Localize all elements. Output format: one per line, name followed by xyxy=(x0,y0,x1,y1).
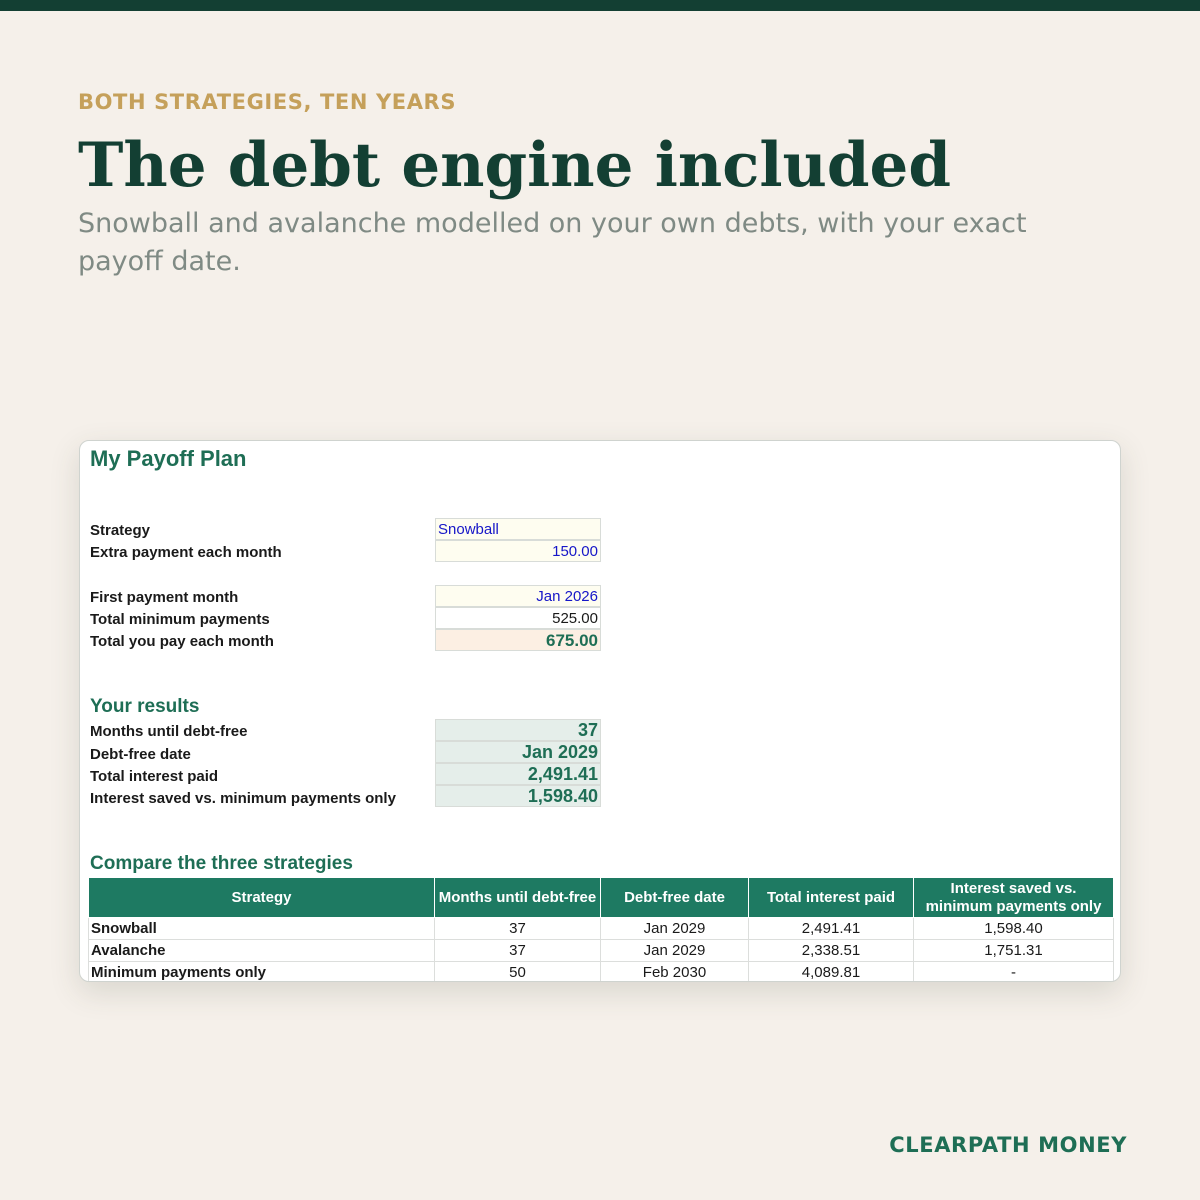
table-header-row xyxy=(89,878,1114,918)
headline: The debt engine included xyxy=(78,130,952,201)
strategy-select[interactable]: Snowball xyxy=(435,518,601,540)
table-row xyxy=(89,940,1114,962)
table-cell: 1,751.31 xyxy=(914,940,1114,962)
comparison-table xyxy=(88,877,1114,982)
table-row xyxy=(89,918,1114,940)
table-cell: 37 xyxy=(435,918,601,940)
results-title: Your results xyxy=(90,696,200,717)
table-cell: Snowball xyxy=(89,918,435,940)
debt-free-date-label: Debt-free date xyxy=(90,746,191,763)
total-interest-paid-label: Total interest paid xyxy=(90,768,219,785)
table-cell: 2,491.41 xyxy=(749,918,914,940)
column-header: Total interest paid xyxy=(749,878,914,918)
debt-free-date-value: Jan 2029 xyxy=(435,741,601,763)
brand-wordmark: CLEARPATH MONEY xyxy=(889,1133,1127,1157)
column-header: Strategy xyxy=(89,878,435,918)
total-pay-each-month-value: 675.00 xyxy=(435,629,601,651)
table-cell: Avalanche xyxy=(89,940,435,962)
table-cell: 4,089.81 xyxy=(749,962,914,983)
extra-payment-label: Extra payment each month xyxy=(90,544,282,561)
table-cell: 2,338.51 xyxy=(749,940,914,962)
table-cell: 1,598.40 xyxy=(914,918,1114,940)
table-cell: Jan 2029 xyxy=(601,918,749,940)
subheadline: Snowball and avalanche modelled on your own debts, with your exact payoff date. xyxy=(78,208,1027,277)
table-row xyxy=(89,962,1114,983)
first-payment-month-label: First payment month xyxy=(90,589,239,606)
table-cell: Minimum payments only xyxy=(89,962,435,983)
months-until-debt-free-label: Months until debt-free xyxy=(90,723,248,740)
total-pay-each-month-label: Total you pay each month xyxy=(90,633,274,650)
strategy-label: Strategy xyxy=(90,522,151,539)
months-until-debt-free-value: 37 xyxy=(435,719,601,741)
column-header: Months until debt-free xyxy=(435,878,601,918)
sheet-title: My Payoff Plan xyxy=(90,446,247,471)
compare-title: Compare the three strategies xyxy=(90,853,353,874)
table-cell: Jan 2029 xyxy=(601,940,749,962)
eyebrow-text: BOTH STRATEGIES, TEN YEARS xyxy=(78,90,457,114)
table-cell: 50 xyxy=(435,962,601,983)
interest-saved-value: 1,598.40 xyxy=(435,785,601,807)
table-cell: Feb 2030 xyxy=(601,962,749,983)
column-header: Debt-free date xyxy=(601,878,749,918)
table-cell: - xyxy=(914,962,1114,983)
column-header: Interest saved vs. minimum payments only xyxy=(914,878,1114,918)
spreadsheet-panel xyxy=(79,440,1121,982)
interest-saved-label: Interest saved vs. minimum payments only xyxy=(90,790,396,807)
total-interest-paid-value: 2,491.41 xyxy=(435,763,601,785)
total-minimum-payments-value: 525.00 xyxy=(435,607,601,629)
first-payment-month-input[interactable]: Jan 2026 xyxy=(435,585,601,607)
extra-payment-input[interactable]: 150.00 xyxy=(435,540,601,562)
top-accent-bar xyxy=(0,0,1200,11)
total-minimum-payments-label: Total minimum payments xyxy=(90,611,270,628)
table-cell: 37 xyxy=(435,940,601,962)
